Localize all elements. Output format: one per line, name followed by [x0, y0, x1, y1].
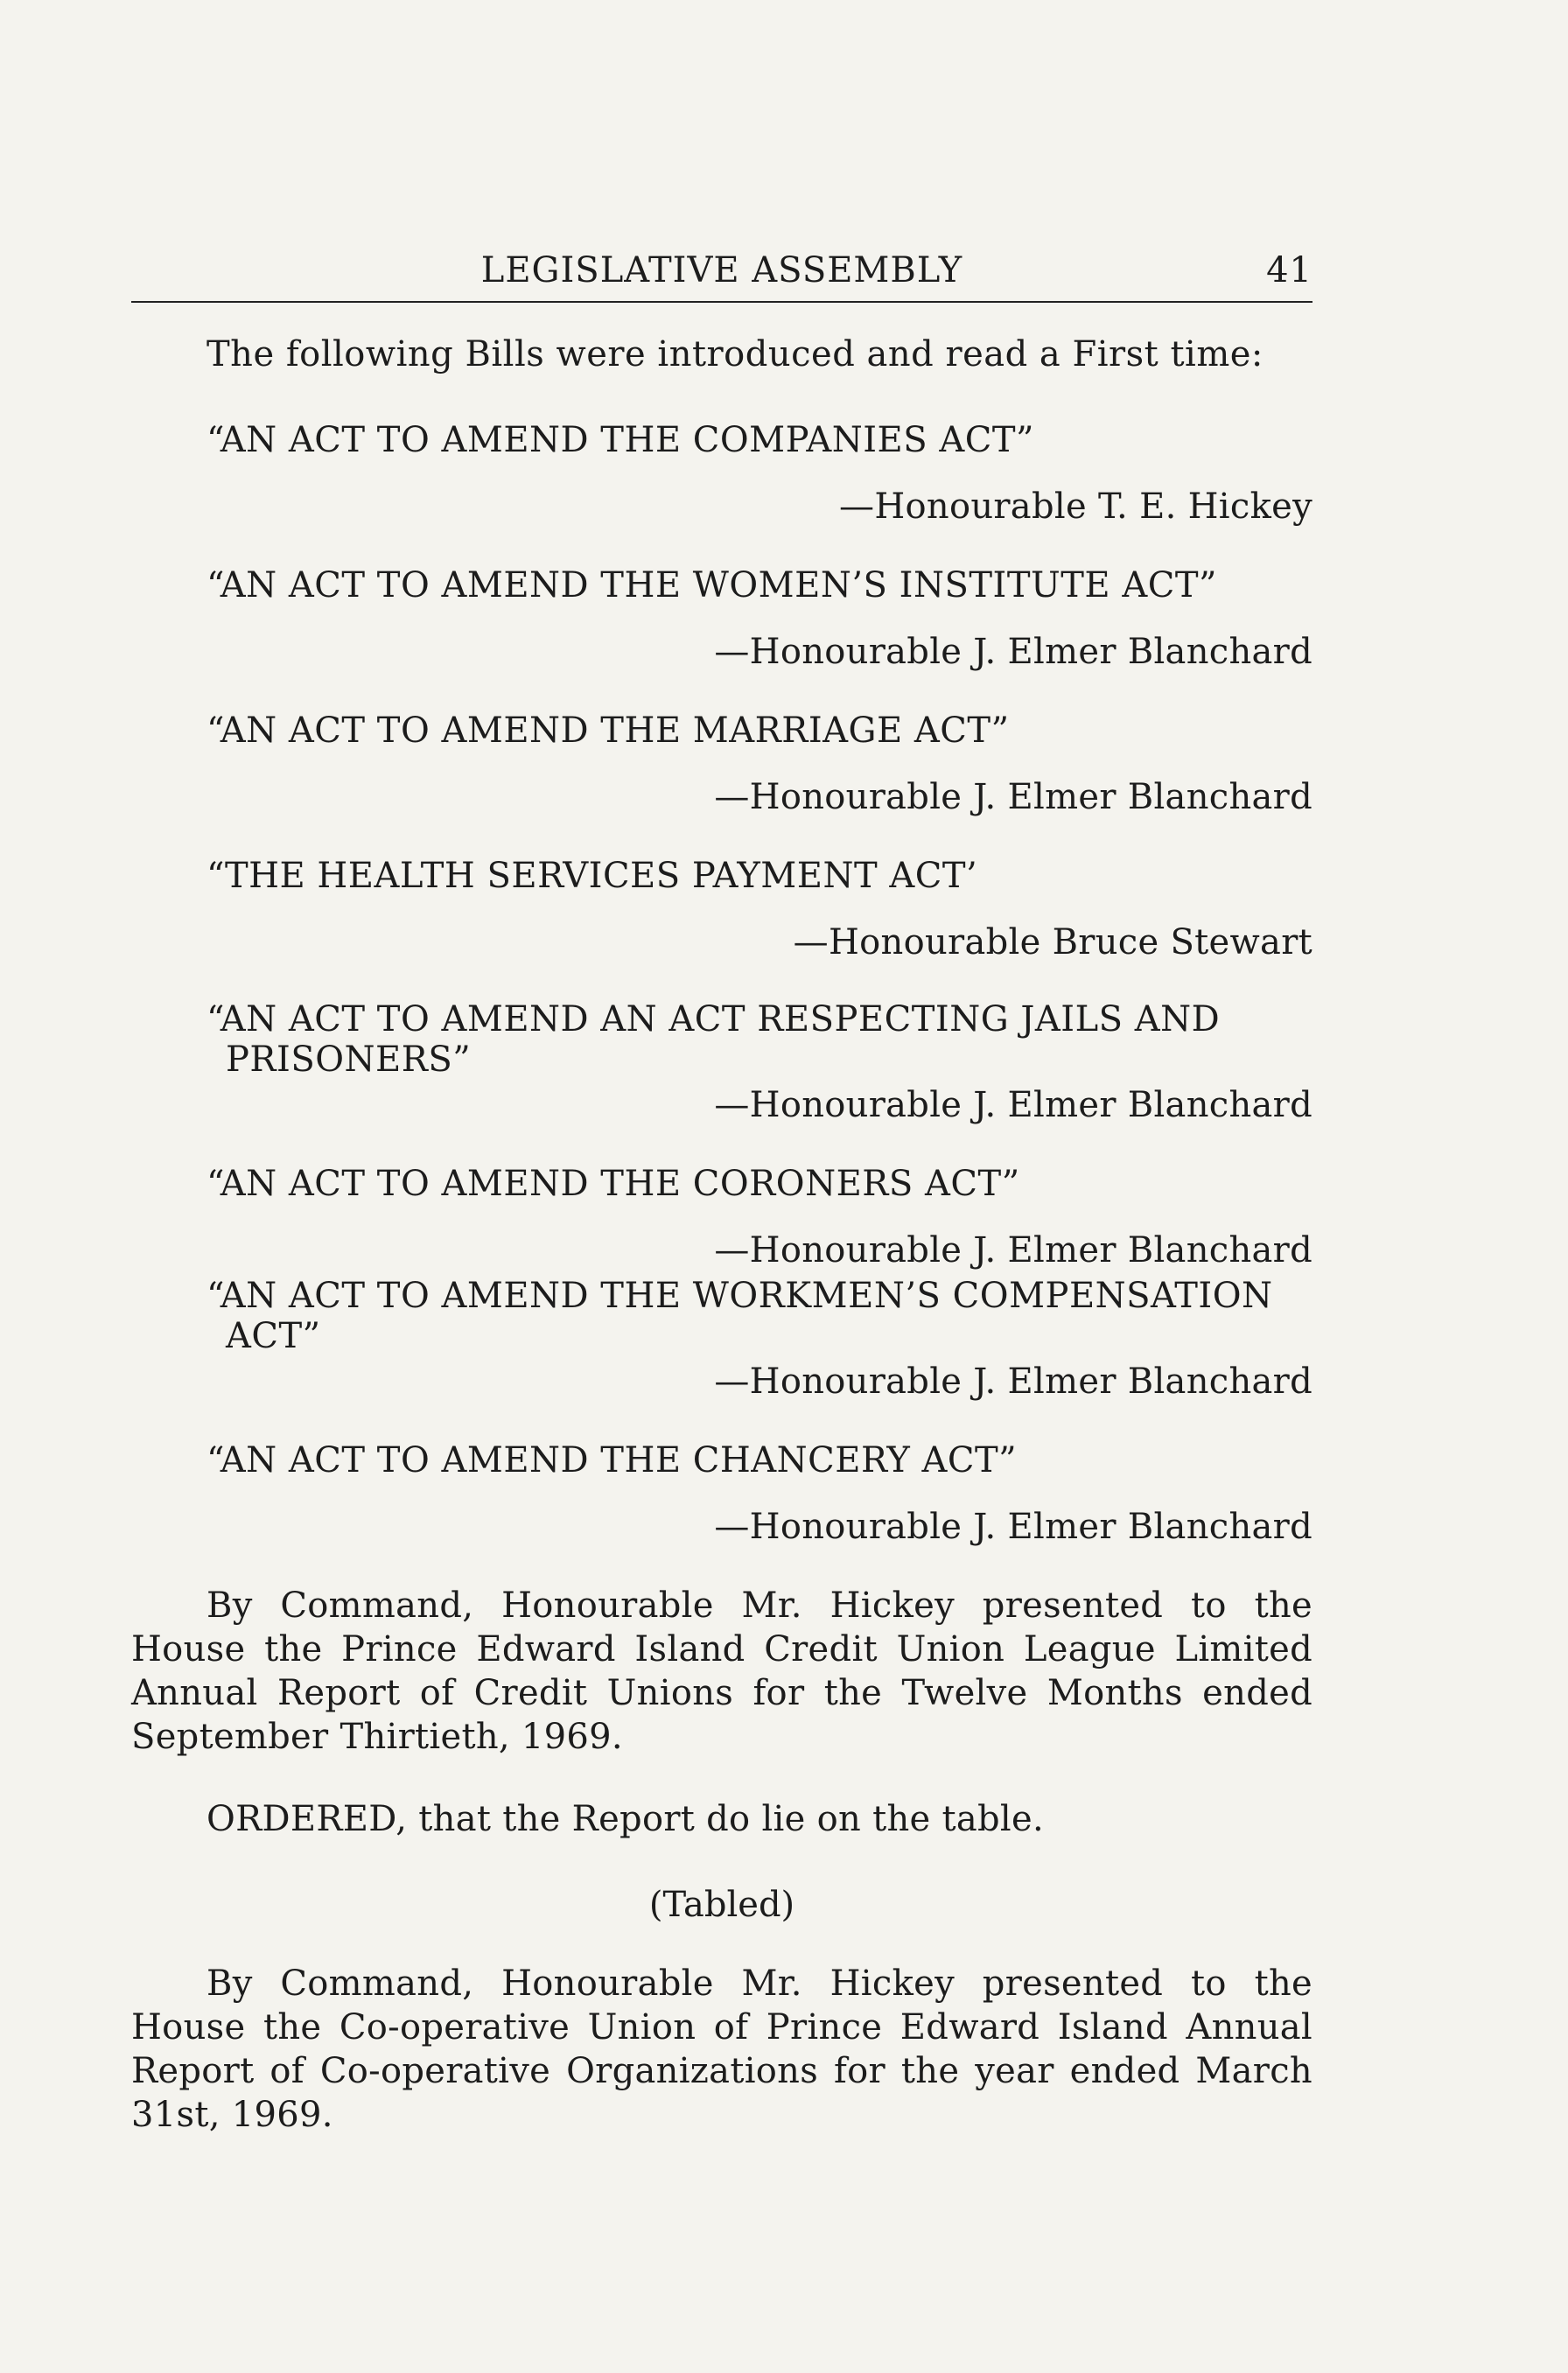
bill-title [131, 999, 1312, 1080]
bill-entry [131, 564, 1312, 674]
bill-entry [131, 1162, 1312, 1272]
bill-title [131, 854, 1312, 898]
bill-title [131, 564, 1312, 607]
bill-sponsor: —Honourable J. Elmer Blanchard [714, 1507, 1312, 1547]
bill-entry [131, 709, 1312, 819]
bill-entry [131, 999, 1312, 1127]
bill-title-line: “AN ACT TO AMEND THE CORONERS ACT” [206, 1164, 1020, 1204]
bill-entry [131, 1438, 1312, 1549]
running-title: LEGISLATIVE ASSEMBLY [480, 250, 963, 290]
page-header [131, 245, 1312, 301]
bill-title-line: “AN ACT TO AMEND AN ACT RESPECTING JAILS AND [206, 999, 1221, 1040]
bill-title-line: “THE HEALTH SERVICES PAYMENT ACT’ [206, 856, 978, 896]
bill-title-line: “AN ACT TO AMEND THE WOMEN’S INSTITUTE ACT” [206, 565, 1217, 606]
bill-title [131, 418, 1312, 462]
bill-sponsor: —Honourable J. Elmer Blanchard [714, 632, 1312, 672]
bill-entry [131, 854, 1312, 964]
bill-title-continuation: ACT” [226, 1316, 321, 1356]
document-page [131, 245, 1312, 2170]
bill-sponsor: —Honourable J. Elmer Blanchard [714, 1362, 1312, 1402]
ordered-statement: ORDERED, that the Report do lie on the table. [206, 1799, 1045, 1839]
tabled-note: (Tabled) [648, 1885, 795, 1925]
page-number: 41 [1266, 250, 1312, 290]
bill-sponsor: —Honourable J. Elmer Blanchard [714, 777, 1312, 817]
bill-sponsor: —Honourable J. Elmer Blanchard [714, 1230, 1312, 1270]
bill-entry [131, 418, 1312, 528]
bill-entry [131, 1276, 1312, 1404]
bill-title-line: “AN ACT TO AMEND THE WORKMEN’S COMPENSATION [206, 1276, 1273, 1316]
bill-title [131, 709, 1312, 752]
bill-title-line: “AN ACT TO AMEND THE MARRIAGE ACT” [206, 710, 1010, 751]
bill-sponsor: —Honourable Bruce Stewart [793, 922, 1312, 962]
bill-title [131, 1438, 1312, 1482]
bill-sponsor: —Honourable J. Elmer Blanchard [714, 1085, 1312, 1125]
header-rule [131, 301, 1312, 303]
report-paragraph-cooperative: By Command, Honourable Mr. Hickey presented to the House the Co-operative Union of Prince Edward Island Annual Report of Co-operative Organizations for the year ended March 31st, 1969. [131, 1964, 1312, 2135]
report-paragraph-credit-union: By Command, Honourable Mr. Hickey presented to the House the Prince Edward Island Credit Union League Limited Annual Report of Credit Unions for the Twelve Months ended September Thirtieth, 1969. [131, 1586, 1312, 1757]
bill-title-line: “AN ACT TO AMEND THE CHANCERY ACT” [206, 1440, 1018, 1480]
bill-title [131, 1276, 1312, 1356]
bill-sponsor: —Honourable T. E. Hickey [839, 486, 1312, 527]
bill-title [131, 1162, 1312, 1206]
intro-text: The following Bills were introduced and read a First time: [206, 334, 1264, 374]
bill-title-continuation: PRISONERS” [226, 1040, 472, 1080]
bill-title-line: “AN ACT TO AMEND THE COMPANIES ACT” [206, 420, 1034, 460]
